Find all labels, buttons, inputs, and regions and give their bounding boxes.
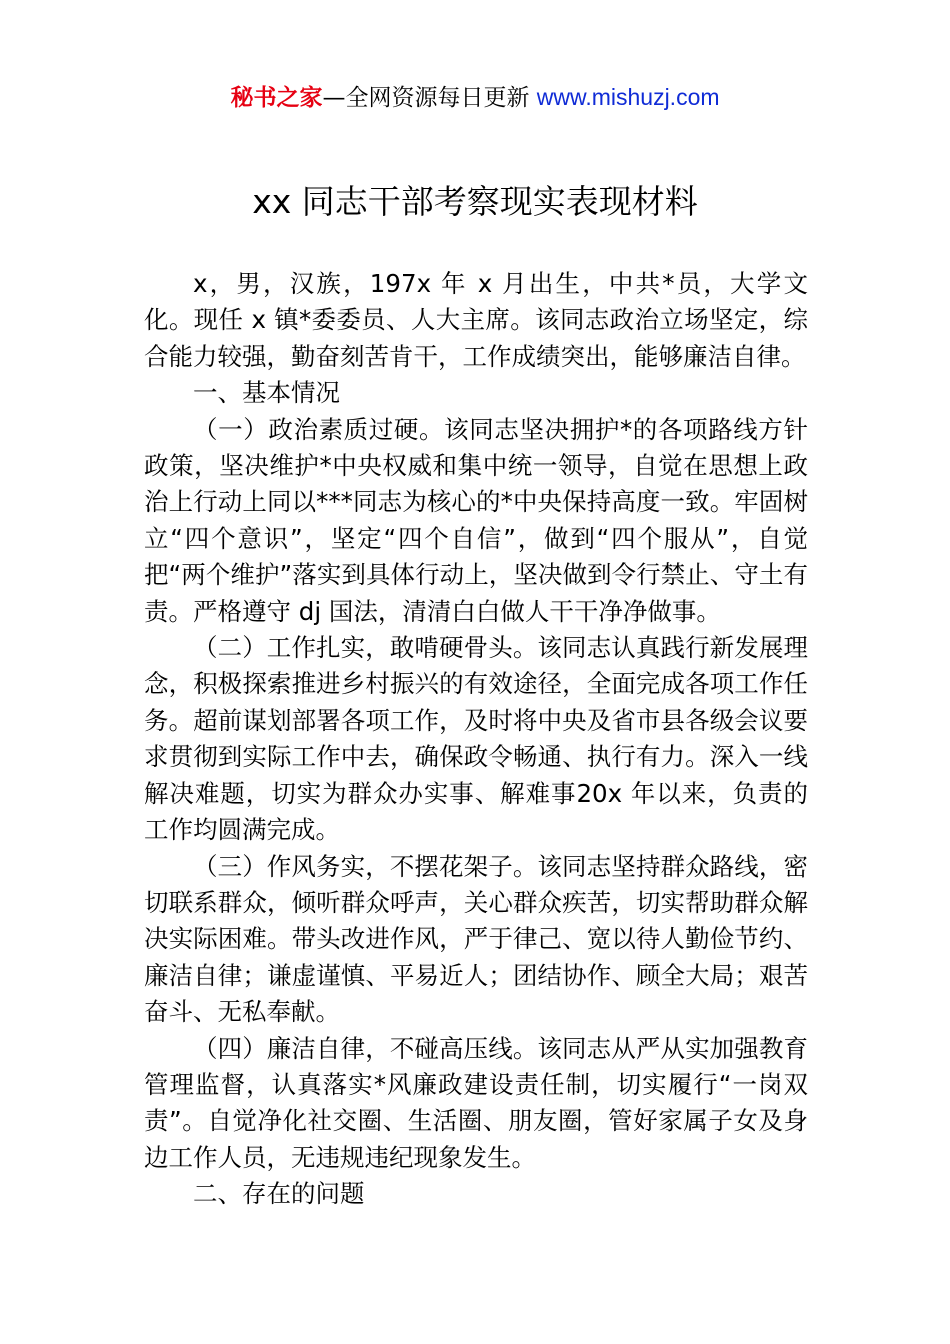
document-title: xx 同志干部考察现实表现材料 (252, 182, 698, 221)
site-tagline: —全网资源每日更新 (322, 85, 530, 111)
section-heading-basic-info: 一、基本情况 (193, 378, 340, 408)
paragraph-integrity: （四）廉洁自律，不碰高压线。该同志从严从实加强教育管理监督，认真落实*风廉政建设责任制，切实履行“一岗双责”。自觉净化社交圈、生活圈、朋友圈，管好家属子女及身边工作人员，无违规违纪现象发生。 (144, 1033, 808, 1172)
section-heading-problems: 二、存在的问题 (193, 1179, 365, 1209)
intro-paragraph: x，男，汉族，197x 年 x 月出生，中共*员，大学文化。现任 x 镇*委委员、人大主席。该同志政治立场坚定，综合能力较强，勤奋刻苦肯干，工作成绩突出，能够廉洁自律。 (144, 269, 808, 371)
site-brand: 秘书之家 (230, 85, 323, 111)
paragraph-work-performance: （二）工作扎实，敢啃硬骨头。该同志认真践行新发展理念，积极探索推进乡村振兴的有效途径，全面完成各项工作任务。超前谋划部署各项工作，及时将中央及省市县各级会议要求贯彻到实际工作中去，确保政令畅通、执行有力。深入一线解决难题，切实为群众办实事、解难事20x 年以来，负责的工作均圆满完成。 (144, 633, 808, 845)
site-url-link[interactable]: www.mishuzj.com (536, 84, 720, 110)
site-header (0, 80, 950, 115)
paragraph-work-style: （三）作风务实，不摆花架子。该同志坚持群众路线，密切联系群众，倾听群众呼声，关心群众疾苦，切实帮助群众解决实际困难。带头改进作风，严于律己、宽以待人勤俭节约、廉洁自律；谦虚谨慎、平易近人；团结协作、顾全大局；艰苦奋斗、无私奉献。 (144, 851, 808, 1027)
document-body (144, 266, 808, 1213)
paragraph-political-quality: （一）政治素质过硬。该同志坚决拥护*的各项路线方针政策，坚决维护*中央权威和集中统一领导，自觉在思想上政治上行动上同以***同志为核心的*中央保持高度一致。牢固树立“四个意识”，坚定“四个自信”，做到“四个服从”，自觉把“两个维护”落实到具体行动上，坚决做到令行禁止、守土有责。严格遵守 dj 国法，清清白白做人干干净净做事。 (144, 414, 808, 626)
